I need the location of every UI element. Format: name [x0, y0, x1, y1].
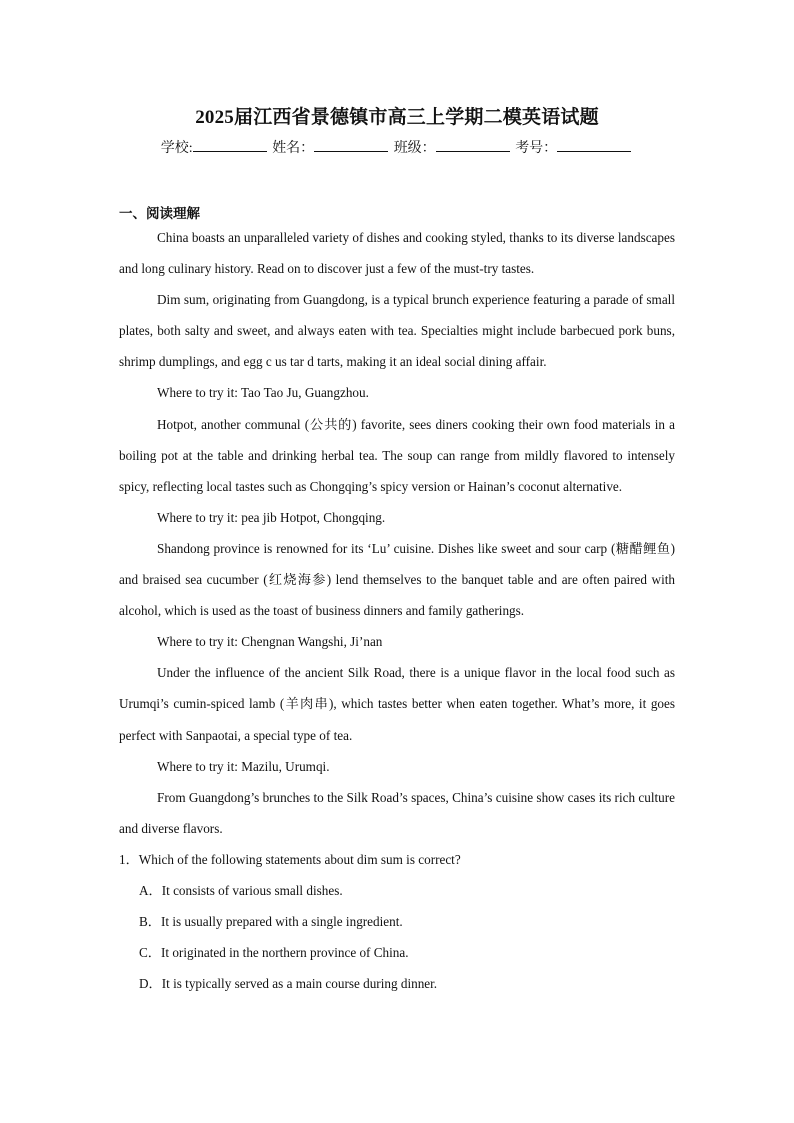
option-d[interactable]: D．It is typically served as a main course during dinner.: [139, 976, 438, 992]
passage-paragraph: Where to try it: Tao Tao Ju, Guangzhou.: [157, 385, 369, 401]
option-b[interactable]: B．It is usually prepared with a single ingredient.: [139, 914, 403, 930]
passage-paragraph: Where to try it: Chengnan Wangshi, Ji’nan: [157, 634, 383, 650]
passage-paragraph: Under the influence of the ancient Silk Road, there is a unique flavor in the local food such as Urumqi’s cumin-spiced lamb (羊肉串), which tastes better when eaten together. What’s more, it goes perfect with Sanpaotai, a special type of tea.: [119, 665, 675, 743]
class-blank[interactable]: [436, 137, 510, 152]
student-info-fields: [0, 137, 794, 157]
passage-paragraph: Where to try it: pea jib Hotpot, Chongqing.: [157, 509, 386, 525]
option-c[interactable]: C．It originated in the northern province of China.: [139, 945, 409, 961]
reading-passage: [119, 222, 675, 999]
exam-title: 2025届江西省景德镇市高三上学期二模英语试题: [195, 107, 599, 128]
passage-paragraph: Where to try it: Mazilu, Urumqi.: [157, 758, 330, 774]
class-label: 班级：: [393, 141, 436, 156]
passage-paragraph: From Guangdong’s brunches to the Silk Road’s spaces, China’s cuisine show cases its rich culture and diverse flavors.: [119, 789, 675, 836]
passage-paragraph: Shandong province is renowned for its ‘Lu’ cuisine. Dishes like sweet and sour carp (糖醋鲤鱼) and braised sea cucumber (红烧海参) lend themselves to the banquet table and are often paired with alcohol, which is used as the toast of business dinners and family gatherings.: [119, 540, 675, 619]
exam-number-blank[interactable]: [557, 137, 631, 152]
option-a[interactable]: A．It consists of various small dishes.: [139, 882, 343, 898]
name-blank[interactable]: [314, 137, 388, 152]
section-title: 一、阅读理解: [119, 206, 200, 221]
question-1: 1．Which of the following statements about dim sum is correct?: [119, 851, 461, 867]
school-label: 学校:: [160, 141, 193, 156]
name-label: 姓名：: [272, 141, 315, 156]
passage-paragraph: Dim sum, originating from Guangdong, is a typical brunch experience featuring a parade of small plates, both salty and sweet, and always eaten with tea. Specialties might include barbecued pork buns, shrimp dumplings, and egg c us tar d tarts, making it an ideal social dining affair.: [119, 292, 675, 370]
passage-paragraph: China boasts an unparalleled variety of dishes and cooking styled, thanks to its diverse landscapes and long culinary history. Read on to discover just a few of the must-try tastes.: [119, 230, 675, 277]
school-blank[interactable]: [193, 137, 267, 152]
passage-paragraph: Hotpot, another communal (公共的) favorite, sees diners cooking their own food materials in a boiling pot at the table and drinking herbal tea. The soup can range from mildly flavored to intensely spicy, reflecting local tastes such as Chongqing’s spicy version or Hainan’s coconut alternative.: [119, 416, 675, 494]
exam-number-label: 考号：: [515, 141, 558, 156]
